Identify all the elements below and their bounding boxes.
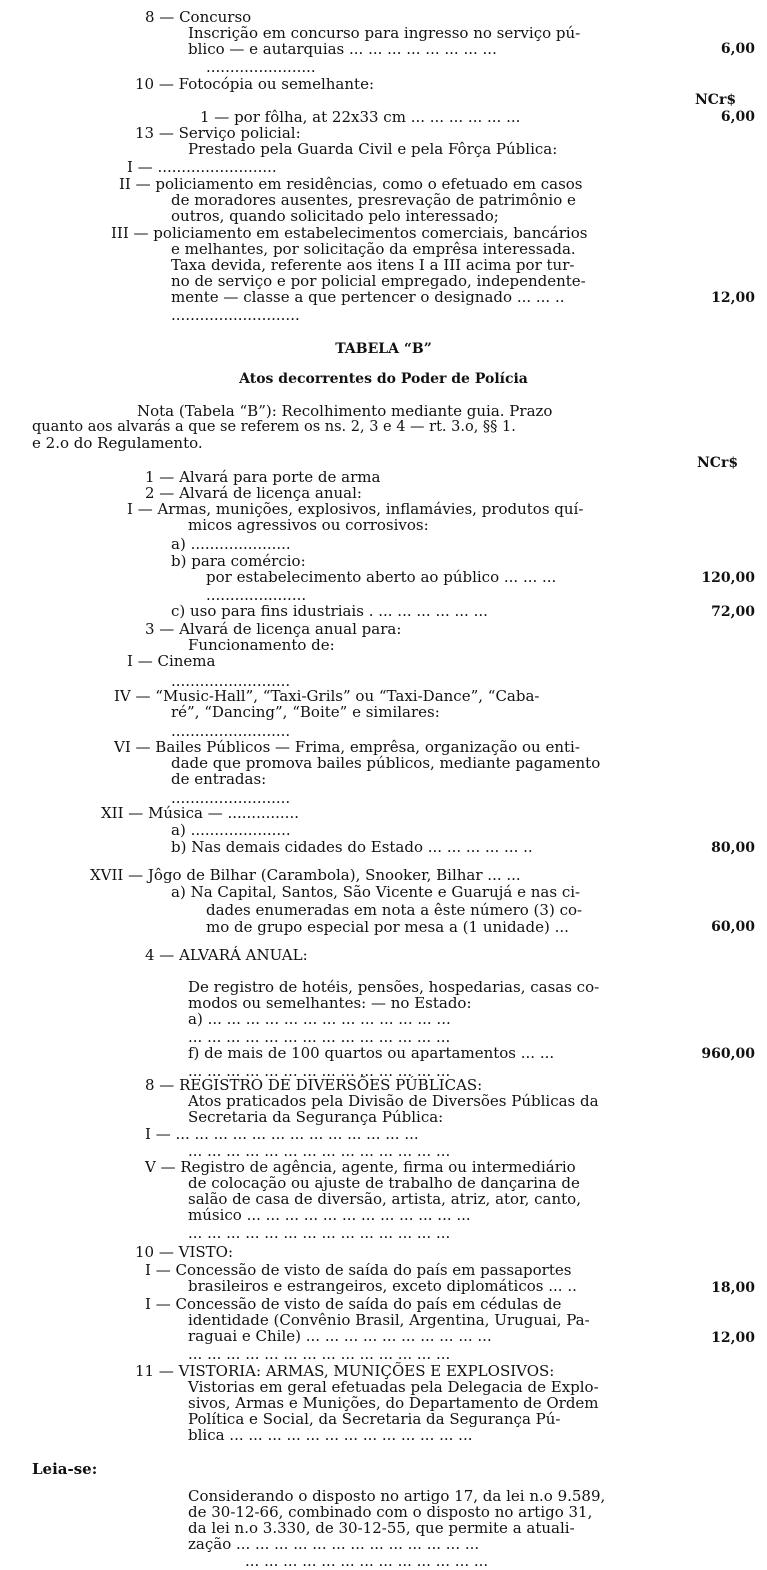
amount-value: 60,00 xyxy=(711,919,755,935)
item-11-vistoria: 11 — VISTORIA: ARMAS, MUNIÇÕES E EXPLOSIVOS: xyxy=(135,1362,555,1380)
item-VI: VI — Bailes Públicos — Frima, emprêsa, organização ou enti- xyxy=(114,738,580,756)
dotted-leader: ......................... xyxy=(171,672,291,690)
text-line: Vistorias em geral efetuadas pela Delegacia de Explo- xyxy=(188,1378,599,1396)
text-line: Inscrição em concurso para ingresso no serviço pú- xyxy=(188,24,581,42)
sub-b: b) Nas demais cidades do Estado ... ... ... ... ... .. xyxy=(171,838,533,856)
text-line: Taxa devida, referente aos itens I a III acima por tur- xyxy=(171,256,575,274)
sub-c: c) uso para fins idustriais . ... ... ... ... ... ... xyxy=(171,602,488,620)
amount-value: 12,00 xyxy=(711,290,755,306)
amount-value: 120,00 xyxy=(701,570,755,586)
text-line: micos agressivos ou corrosivos: xyxy=(188,516,429,534)
text-line: identidade (Convênio Brasil, Argentina, Uruguai, Pa- xyxy=(188,1311,590,1329)
text-line: e melhantes, por solicitação da emprêsa interessada. xyxy=(171,240,576,258)
text-line: Atos praticados pela Divisão de Diversões Públicas da xyxy=(188,1092,599,1110)
sub-a: a) ... ... ... ... ... ... ... ... ... ... ... ... ... xyxy=(188,1010,451,1028)
item-II: II — policiamento em residências, como o efetuado em casos xyxy=(119,175,583,193)
text-line: Considerando o disposto no artigo 17, da lei n.o 9.589, xyxy=(188,1487,606,1505)
dotted-leader: ... ... ... ... ... ... ... ... ... ... ... ... ... ... xyxy=(188,1028,451,1046)
dotted-leader: ......................... xyxy=(171,789,291,807)
item-4-alvara-anual: 4 — ALVARÁ ANUAL: xyxy=(145,946,308,964)
item-XVII: XVII — Jôgo de Bilhar (Carambola), Snooker, Bilhar ... ... xyxy=(90,866,521,884)
item-3-licenca-anual: 3 — Alvará de licença anual para: xyxy=(145,620,402,638)
item-III: III — policiamento em estabelecimentos comerciais, bancários xyxy=(111,224,588,242)
text-line: por estabelecimento aberto ao público ... ... ... xyxy=(206,568,557,586)
dotted-leader: ... ... ... ... ... ... ... ... ... ... ... ... ... ... xyxy=(188,1345,451,1363)
table-title: TABELA “B” xyxy=(335,341,432,357)
sub-b: b) para comércio: xyxy=(171,552,306,570)
dotted-leader: ... ... ... ... ... ... ... ... ... ... ... ... ... ... xyxy=(188,1062,451,1080)
item-IV: IV — “Music-Hall”, “Taxi-Grils” ou “Taxi-Dance”, “Caba- xyxy=(114,687,540,705)
dotted-leader: ... ... ... ... ... ... ... ... ... ... ... ... ... ... xyxy=(188,1142,451,1160)
sub-a: a) Na Capital, Santos, São Vicente e Guarujá e nas ci- xyxy=(171,883,581,901)
sub-a: a) ..................... xyxy=(171,821,291,839)
item-10-fotocopia: 10 — Fotocópia ou semelhante: xyxy=(135,75,374,93)
text-line: de colocação ou ajuste de trabalho de dançarina de xyxy=(188,1174,580,1192)
item-8-concurso: 8 — Concurso xyxy=(145,8,252,26)
item-V: V — Registro de agência, agente, firma ou intermediário xyxy=(145,1158,576,1176)
amount-value: 6,00 xyxy=(720,41,755,57)
currency-header: NCr$ xyxy=(695,92,737,108)
text-line: de moradores ausentes, presrevação de patrimônio e xyxy=(171,191,576,209)
text-line: no de serviço e por policial empregado, independente- xyxy=(171,272,586,290)
item-I: I — Concessão de visto de saída do país em cédulas de xyxy=(145,1295,562,1313)
item-13-servico-policial: 13 — Serviço policial: xyxy=(135,124,301,142)
leia-se-label: Leia-se: xyxy=(32,1460,98,1478)
text-line: sivos, Armas e Munições, do Departamento de Ordem xyxy=(188,1394,599,1412)
sub-a: a) ..................... xyxy=(171,535,291,553)
dotted-leader: ..................... xyxy=(206,586,307,604)
note-line: e 2.o do Regulamento. xyxy=(32,434,203,452)
amount-value: 18,00 xyxy=(711,1280,755,1296)
dotted-leader: ........................... xyxy=(171,306,300,324)
item-I: I — Concessão de visto de saída do país em passaportes xyxy=(145,1261,572,1279)
text-line: salão de casa de diversão, artista, atriz, ator, canto, xyxy=(188,1190,581,1208)
text-line: 1 — por fôlha, at 22x33 cm ... ... ... ... ... ... xyxy=(200,108,521,126)
text-line: de 30-12-66, combinado com o disposto no artigo 31, xyxy=(188,1503,593,1521)
text-line: mente — classe a que pertencer o designado ... ... .. xyxy=(171,288,565,306)
sub-f: f) de mais de 100 quartos ou apartamentos ... ... xyxy=(188,1044,555,1062)
dotted-leader: ......................... xyxy=(171,722,291,740)
text-line: modos ou semelhantes: — no Estado: xyxy=(188,994,472,1012)
text-line: brasileiros e estrangeiros, exceto diplomáticos ... .. xyxy=(188,1277,577,1295)
text-line: raguai e Chile) ... ... ... ... ... ... ... ... ... ... xyxy=(188,1327,492,1345)
text-line: da lei n.o 3.330, de 30-12-55, que permite a atuali- xyxy=(188,1519,575,1537)
amount-value: 72,00 xyxy=(711,604,755,620)
text-line: Prestado pela Guarda Civil e pela Fôrça Pública: xyxy=(188,140,558,158)
item-1-porte-arma: 1 — Alvará para porte de arma xyxy=(145,468,381,486)
text-line: blica ... ... ... ... ... ... ... ... ... ... ... ... ... xyxy=(188,1426,473,1444)
text-line: Funcionamento de: xyxy=(188,636,335,654)
text-line: blico — e autarquias ... ... ... ... ... ... ... ... xyxy=(188,40,497,58)
text-line: dades enumeradas em nota a êste número (3) co- xyxy=(206,901,583,919)
item-I: I — ... ... ... ... ... ... ... ... ... ... ... ... ... xyxy=(145,1125,419,1143)
text-line: ré”, “Dancing”, “Boite” e similares: xyxy=(171,703,440,721)
item-I-cinema: I — Cinema xyxy=(127,652,216,670)
text-line: De registro de hotéis, pensões, hospedarias, casas co- xyxy=(188,978,600,996)
text-line: zação ... ... ... ... ... ... ... ... ... ... ... ... ... xyxy=(188,1535,480,1553)
text-line: Secretaria da Segurança Pública: xyxy=(188,1108,444,1126)
item-10-visto: 10 — VISTO: xyxy=(135,1243,234,1261)
currency-header: NCr$ xyxy=(697,455,739,471)
amount-value: 80,00 xyxy=(711,840,755,856)
amount-value: 6,00 xyxy=(720,109,755,125)
text-line: mo de grupo especial por mesa a (1 unidade) ... xyxy=(206,918,569,936)
amount-value: 960,00 xyxy=(701,1046,755,1062)
text-line: músico ... ... ... ... ... ... ... ... ... ... ... ... xyxy=(188,1206,471,1224)
item-XII: XII — Música — ............... xyxy=(101,804,299,822)
note-line: Nota (Tabela “B”): Recolhimento mediante guia. Prazo xyxy=(137,402,553,420)
amount-value: 12,00 xyxy=(711,1330,755,1346)
table-subtitle: Atos decorrentes do Poder de Polícia xyxy=(239,371,528,387)
dotted-leader: ... ... ... ... ... ... ... ... ... ... ... ... ... xyxy=(245,1552,489,1570)
text-line: Política e Social, da Secretaria da Segurança Pú- xyxy=(188,1410,561,1428)
dotted-leader: ... ... ... ... ... ... ... ... ... ... ... ... ... ... xyxy=(188,1224,451,1242)
item-I: I — ......................... xyxy=(127,158,277,176)
text-line: outros, quando solicitado pelo interessado; xyxy=(171,207,499,225)
note-line: quanto aos alvarás a que se referem os ns. 2, 3 e 4 — rt. 3.o, §§ 1. xyxy=(32,419,516,435)
text-line: dade que promova bailes públicos, mediante pagamento xyxy=(171,754,601,772)
item-2-licenca-anual: 2 — Alvará de licença anual: xyxy=(145,484,362,502)
text-line: de entradas: xyxy=(171,770,267,788)
dotted-leader: ....................... xyxy=(206,58,316,76)
item-I: I — Armas, munições, explosivos, inflamávies, produtos quí- xyxy=(127,500,584,518)
item-8-registro-diversoes: 8 — REGISTRO DE DIVERSÕES PÚBLICAS: xyxy=(145,1076,483,1094)
